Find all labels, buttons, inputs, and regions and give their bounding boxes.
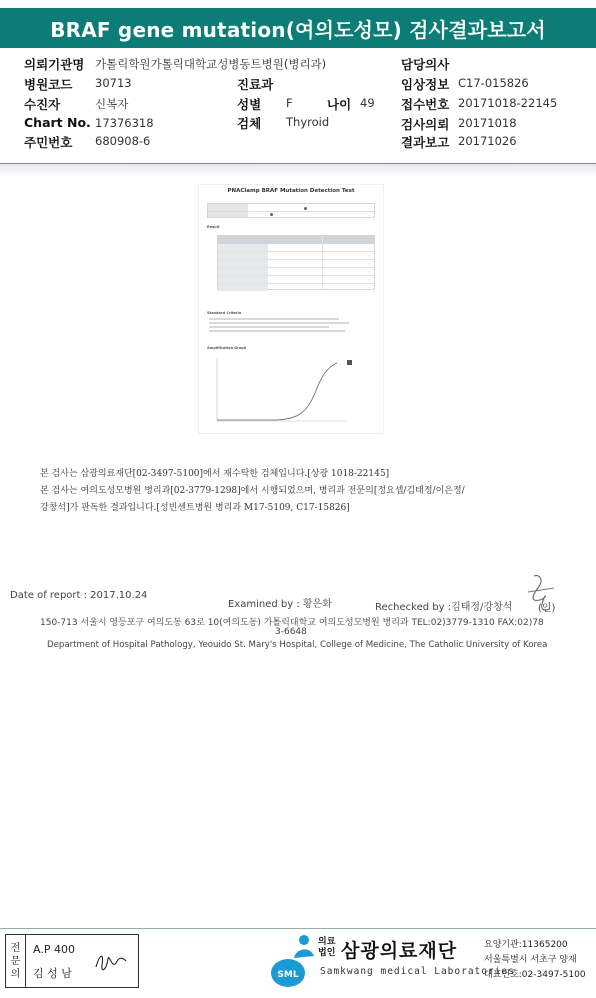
embedded-sample-box: [207, 203, 375, 218]
specimen-value: Thyroid: [286, 115, 330, 129]
test-request-label: 검사의뢰: [401, 117, 450, 132]
department-label: 진료과: [237, 77, 274, 92]
sex-value: F: [286, 96, 293, 110]
age-value: 49: [360, 96, 375, 110]
patient-value: 신복자: [95, 97, 129, 111]
hospital-label: 의뢰기관명: [24, 57, 85, 72]
hospital-value: 가톨릭학원가톨릭대학교성병동트병원(병리과): [95, 57, 327, 71]
stamp-signature: [92, 947, 132, 977]
resident-no-label: 주민번호: [24, 135, 73, 150]
age-label: 나이: [327, 97, 352, 112]
receipt-no-value: 20171018-22145: [458, 96, 558, 110]
org-name: 삼광의료재단: [341, 940, 458, 962]
doctor-label: 담당의사: [401, 57, 450, 72]
stamp-ap-number: A.P 400: [33, 943, 75, 956]
chart-no-value: 17376318: [95, 116, 154, 130]
report-title: BRAF gene mutation(여의도성모) 검사결과보고서: [0, 8, 596, 48]
test-request-value: 20171018: [458, 116, 517, 130]
hospital-address: 150-713 서울시 영등포구 여의도동 63로 10(여의도동) 가톨릭대학교 여의도성모병원 병리과 TEL:02)3779-1310 FAX:02)78: [40, 618, 544, 628]
sex-label: 성별: [237, 97, 262, 112]
stamp-char-2: 문: [10, 955, 21, 967]
header-shadow: [0, 164, 596, 176]
logo-text: SML: [277, 970, 299, 980]
org-phone: 대표번호:02-3497-5100: [484, 970, 586, 980]
chart-no-label: Chart No.: [24, 115, 91, 130]
logo-figure-icon: [290, 934, 316, 960]
yoyang-code: 요양기관:11365200: [484, 940, 568, 950]
note-line-2: 본 검사는 여의도성모병원 병리과[02-3779-1298]에서 시행되었으며, 병리과 전문의[정요셉/김태정/이은정/: [40, 486, 465, 496]
org-corp-line-1: 의료: [318, 937, 336, 947]
org-corp-line-2: 법인: [318, 948, 336, 958]
result-report-label: 결과보고: [401, 135, 450, 150]
embedded-test-report-image: [198, 184, 384, 434]
embedded-title: PNAClamp BRAF Mutation Detection Test: [227, 188, 355, 194]
note-line-1: 본 검사는 삼광의료재단[02-3497-5100]에서 재수탁한 검체입니다.[상광 1018-22145]: [40, 469, 390, 479]
embedded-result-table: [217, 235, 375, 290]
rechecked-by: Rechecked by :김태정/강창석: [375, 602, 513, 613]
org-address: 서울특별시 서초구 양재: [484, 955, 577, 965]
sml-logo-icon: [270, 958, 306, 988]
receipt-no-label: 접수번호: [401, 97, 450, 112]
hospital-code-value: 30713: [95, 76, 132, 90]
note-line-3: 강창석]가 판독한 결과입니다.[성빈센트병원 병리과 M17-5109, C17-15826]: [40, 503, 350, 513]
pathologist-signature: [520, 570, 560, 618]
org-corp-type: [318, 937, 335, 959]
bottom-divider: [0, 928, 596, 929]
specimen-label: 검체: [237, 116, 262, 131]
resident-no-value: 680908-6: [95, 134, 151, 148]
specialist-stamp: [5, 934, 139, 988]
stamp-doctor-name: 김 성 남: [33, 967, 72, 980]
hospital-address-cont: 3-6648: [275, 627, 307, 637]
embedded-result-label: Result: [207, 225, 220, 229]
stamp-char-3: 의: [10, 968, 21, 980]
embedded-criteria-label: Standard Criteria: [207, 311, 242, 315]
rechecked-seal: (인): [538, 603, 556, 614]
date-of-report: Date of report : 2017.10.24: [10, 590, 148, 601]
department-line: Department of Hospital Pathology, Yeouido St. Mary's Hospital, College of Medicine, The Catholic University of Korea: [47, 640, 548, 650]
embedded-graph-label: Amplification Graph: [207, 346, 247, 350]
stamp-char-1: 전: [10, 942, 21, 954]
org-english-name: Samkwang medical Laboratories: [320, 966, 515, 977]
patient-info-section: [0, 52, 596, 164]
clinical-info-label: 임상정보: [401, 77, 450, 92]
stamp-vertical-label: [6, 935, 26, 987]
clinical-info-value: C17-015826: [458, 76, 529, 90]
embedded-amplification-graph: [207, 353, 377, 433]
hospital-code-label: 병원코드: [24, 77, 73, 92]
result-report-value: 20171026: [458, 134, 517, 148]
examined-by: Examined by : 황은화: [228, 599, 332, 610]
patient-label: 수진자: [24, 97, 61, 112]
